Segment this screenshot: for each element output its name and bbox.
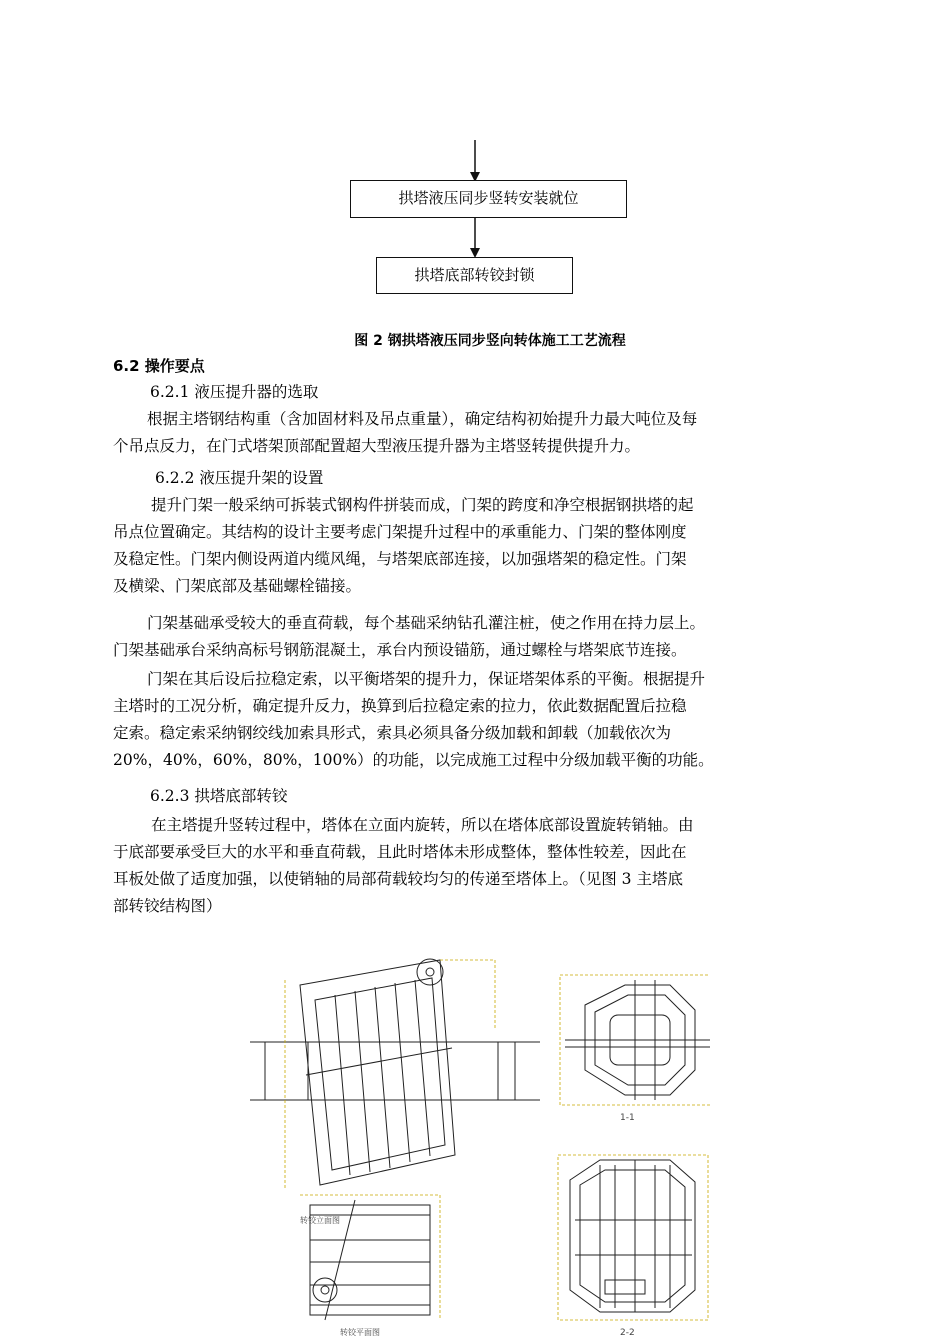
section-2-2-view [570, 1160, 695, 1312]
section-1-1-view [565, 980, 710, 1100]
figure-caption: 图 2 钢拱塔液压同步竖向转体施工工艺流程 [354, 333, 626, 349]
flow-box-install: 拱塔液压同步竖转安装就位 [350, 180, 627, 218]
text-line: 于底部要承受巨大的水平和垂直荷载，且此时塔体未形成整体，整体性较差，因此在 [113, 843, 687, 861]
text-line: 根据主塔钢结构重（含加固材料及吊点重量），确定结构初始提升力最大吨位及每 [147, 410, 698, 428]
text-line: 门架基础承台采纳高标号钢筋混凝土，承台内预设锚筋，通过螺栓与塔架底节连接。 [113, 641, 687, 659]
hinge-structure-drawing [240, 950, 710, 1340]
flow-box-lock: 拱塔底部转铰封锁 [376, 257, 573, 294]
paragraph-6-2-1 [113, 406, 838, 460]
elevation-view [250, 959, 540, 1185]
text-line: 门架在其后设后拉稳定索，以平衡塔架的提升力，保证塔架体系的平衡。根据提升 [147, 670, 706, 688]
elevation-dimensions [285, 960, 495, 1190]
paragraph-6-2-2-a [113, 492, 838, 600]
text-line: 个吊点反力，在门式塔架顶部配置超大型液压提升器为主塔竖转提供提升力。 [113, 437, 641, 455]
text-line: 部转铰结构图） [113, 897, 222, 915]
text-line: 及横梁、门架底部及基础螺栓锚接。 [113, 577, 362, 595]
paragraph-6-2-2-b [113, 610, 838, 664]
paragraph-6-2-2-c [113, 666, 838, 774]
subsection-heading-3: 6.2.3 拱塔底部转铰 [150, 787, 288, 805]
text-line: 提升门架一般采纳可拆装式钢构件拼装而成，门架的跨度和净空根据钢拱塔的起 [151, 496, 694, 514]
text-line: 在主塔提升竖转过程中，塔体在立面内旋转，所以在塔体底部设置旋转销轴。由 [151, 816, 694, 834]
text-line: 门架基础承受较大的垂直荷载，每个基础采纳钻孔灌注桩，使之作用在持力层上。 [147, 614, 706, 632]
elevation-label: 转铰立面图 [300, 1216, 340, 1225]
text-line: 吊点位置确定。其结构的设计主要考虑门架提升过程中的承重能力、门架的整体刚度 [113, 523, 687, 541]
text-line: 及稳定性。门架内侧设两道内缆风绳，与塔架底部连接，以加强塔架的稳定性。门架 [113, 550, 687, 568]
section-2-2-label: 2-2 [620, 1328, 635, 1338]
text-line: 20%，40%，60%，80%，100%）的功能，以完成施工过程中分级加载平衡的功能。 [113, 751, 714, 769]
subsection-heading-1: 6.2.1 液压提升器的选取 [150, 383, 319, 401]
text-line: 耳板处做了适度加强，以使销轴的局部荷载较均匀的传递至塔体上。（见图 3 主塔底 [113, 870, 683, 888]
section-heading: 6.2 操作要点 [113, 357, 205, 375]
paragraph-6-2-3 [113, 812, 838, 920]
text-line: 定索。稳定索采纳钢绞线加索具形式，索具必须具备分级加载和卸载（加载依次为 [113, 724, 672, 742]
subsection-heading-2: 6.2.2 液压提升架的设置 [155, 469, 324, 487]
text-line: 主塔时的工况分析，确定提升反力，换算到后拉稳定索的拉力，依此数据配置后拉稳 [113, 697, 687, 715]
section-1-1-label: 1-1 [620, 1113, 635, 1123]
plan-label: 转铰平面图 [340, 1328, 380, 1337]
